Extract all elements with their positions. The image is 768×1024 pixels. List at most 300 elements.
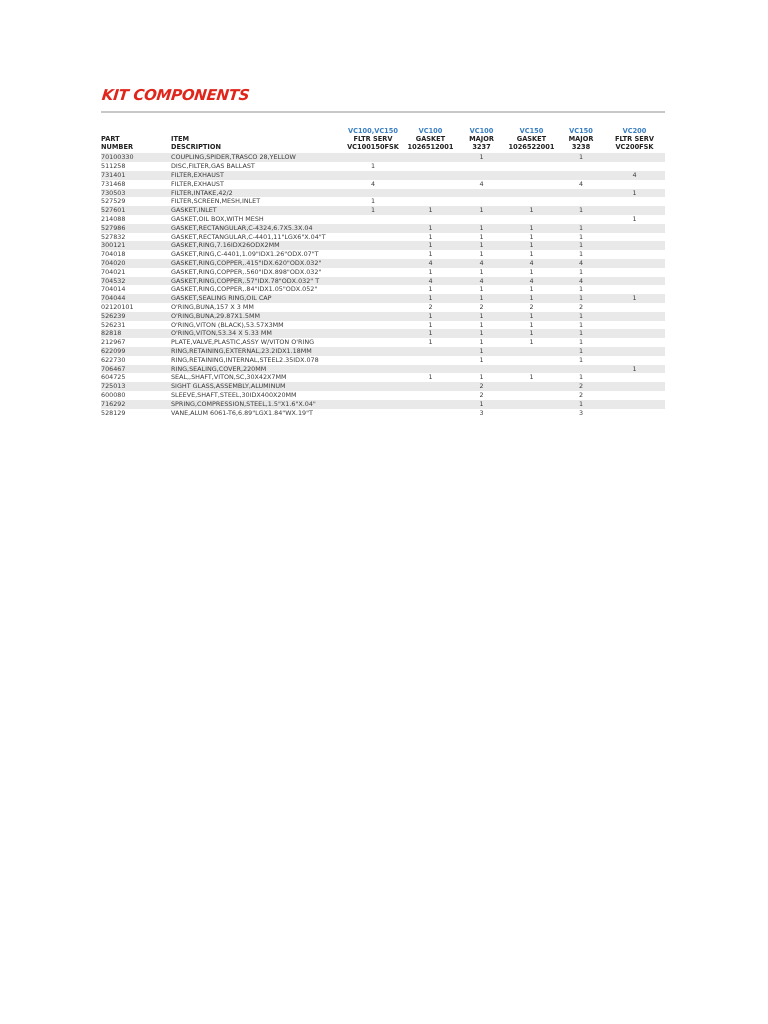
- table-row: [101, 294, 665, 303]
- quantity-cell: [558, 189, 604, 198]
- part-number-cell: 622099: [101, 347, 171, 356]
- table-row: [101, 215, 665, 224]
- header-kit-line2: 3238: [571, 142, 591, 151]
- quantity-cell: 2: [458, 391, 505, 400]
- header-kit-model: VC150: [519, 127, 544, 135]
- quantity-cell: 1: [558, 400, 604, 409]
- quantity-cell: [505, 400, 558, 409]
- part-number-cell: 725013: [101, 382, 171, 391]
- header-kit-line2: VC200FSK: [615, 142, 654, 151]
- quantity-cell: 1: [458, 153, 505, 162]
- table-row: [101, 321, 665, 330]
- quantity-cell: [505, 356, 558, 365]
- table-header: [101, 128, 665, 153]
- quantity-cell: [343, 382, 403, 391]
- table-row: [101, 338, 665, 347]
- quantity-cell: [403, 189, 458, 198]
- table-row: [101, 373, 665, 382]
- quantity-cell: [343, 321, 403, 330]
- quantity-cell: [343, 277, 403, 286]
- description-cell: O'RING,BUNA,29.87X1.5MM: [171, 312, 343, 321]
- quantity-cell: 1: [403, 373, 458, 382]
- quantity-cell: 1: [558, 206, 604, 215]
- description-cell: GASKET,RECTANGULAR,C-4324,6.7X5.3X.04: [171, 224, 343, 233]
- quantity-cell: 1: [458, 285, 505, 294]
- description-cell: RING,RETAINING,INTERNAL,STEEL2.35IDX.078: [171, 356, 343, 365]
- header-kit-line2: VC100150FSK: [347, 142, 399, 151]
- header-part-number: [101, 128, 171, 153]
- quantity-cell: [604, 303, 665, 312]
- part-number-cell: 527986: [101, 224, 171, 233]
- part-number-cell: 622730: [101, 356, 171, 365]
- part-number-cell: 70100330: [101, 153, 171, 162]
- quantity-cell: 1: [558, 153, 604, 162]
- table-row: [101, 312, 665, 321]
- quantity-cell: 1: [458, 241, 505, 250]
- quantity-cell: 1: [604, 294, 665, 303]
- description-cell: COUPLING,SPIDER,TRASCO 28,YELLOW: [171, 153, 343, 162]
- table-row: [101, 206, 665, 215]
- quantity-cell: [604, 347, 665, 356]
- quantity-cell: 2: [558, 391, 604, 400]
- quantity-cell: 1: [343, 162, 403, 171]
- header-kit-line2: 1026522001: [508, 142, 555, 151]
- part-number-cell: 600080: [101, 391, 171, 400]
- quantity-cell: [343, 338, 403, 347]
- description-cell: FILTER,INTAKE,42/2: [171, 189, 343, 198]
- quantity-cell: [403, 400, 458, 409]
- description-cell: O'RING,VITON (BLACK),53.57X3MM: [171, 321, 343, 330]
- description-cell: GASKET,RING,7.16IDX26ODX2MM: [171, 241, 343, 250]
- header-kit-4: [505, 128, 558, 153]
- quantity-cell: 1: [505, 224, 558, 233]
- quantity-cell: [343, 294, 403, 303]
- header-row: [101, 128, 665, 153]
- quantity-cell: [343, 153, 403, 162]
- header-item-description-label: ITEM DESCRIPTION: [171, 134, 222, 151]
- quantity-cell: [403, 171, 458, 180]
- quantity-cell: 4: [403, 259, 458, 268]
- quantity-cell: 1: [558, 233, 604, 242]
- description-cell: O'RING,VITON,53.34 X 5.33 MM: [171, 329, 343, 338]
- quantity-cell: 2: [403, 303, 458, 312]
- quantity-cell: 1: [558, 268, 604, 277]
- quantity-cell: 4: [458, 259, 505, 268]
- quantity-cell: 2: [505, 303, 558, 312]
- quantity-cell: 1: [458, 294, 505, 303]
- quantity-cell: 1: [403, 338, 458, 347]
- quantity-cell: [505, 215, 558, 224]
- quantity-cell: 1: [458, 373, 505, 382]
- quantity-cell: [343, 285, 403, 294]
- table-row: [101, 400, 665, 409]
- table-row: [101, 391, 665, 400]
- part-number-cell: 604725: [101, 373, 171, 382]
- table-row: [101, 259, 665, 268]
- quantity-cell: 1: [558, 241, 604, 250]
- quantity-cell: [343, 250, 403, 259]
- quantity-cell: [505, 153, 558, 162]
- quantity-cell: [403, 382, 458, 391]
- quantity-cell: 1: [604, 215, 665, 224]
- quantity-cell: [403, 197, 458, 206]
- quantity-cell: 1: [558, 321, 604, 330]
- table-row: [101, 329, 665, 338]
- quantity-cell: [604, 153, 665, 162]
- quantity-cell: [343, 171, 403, 180]
- table-row: [101, 268, 665, 277]
- quantity-cell: [604, 285, 665, 294]
- quantity-cell: [343, 373, 403, 382]
- description-cell: DISC,FILTER,GAS BALLAST: [171, 162, 343, 171]
- quantity-cell: [343, 215, 403, 224]
- quantity-cell: [604, 409, 665, 418]
- quantity-cell: [403, 356, 458, 365]
- part-number-cell: 731401: [101, 171, 171, 180]
- quantity-cell: [343, 189, 403, 198]
- quantity-cell: 1: [458, 400, 505, 409]
- header-kit-2: [403, 128, 458, 153]
- part-number-cell: 212967: [101, 338, 171, 347]
- quantity-cell: 1: [458, 329, 505, 338]
- quantity-cell: 1: [403, 321, 458, 330]
- quantity-cell: [604, 338, 665, 347]
- quantity-cell: [343, 259, 403, 268]
- description-cell: O'RING,BUNA,157 X 3 MM: [171, 303, 343, 312]
- quantity-cell: 1: [505, 321, 558, 330]
- quantity-cell: [343, 356, 403, 365]
- quantity-cell: 1: [558, 347, 604, 356]
- description-cell: RING,SEALING,COVER,220MM: [171, 365, 343, 374]
- table-row: [101, 197, 665, 206]
- quantity-cell: 1: [505, 241, 558, 250]
- part-number-cell: 82818: [101, 329, 171, 338]
- quantity-cell: [604, 197, 665, 206]
- part-number-cell: 02120101: [101, 303, 171, 312]
- table-body: [101, 153, 665, 417]
- quantity-cell: 1: [558, 356, 604, 365]
- quantity-cell: 1: [505, 233, 558, 242]
- part-number-cell: 704018: [101, 250, 171, 259]
- header-kit-line1: FLTR SERV: [353, 134, 393, 143]
- kit-components-table: [101, 128, 665, 417]
- header-kit-line1: GASKET: [415, 134, 446, 143]
- quantity-cell: [604, 250, 665, 259]
- header-kit-line2: 1026512001: [407, 142, 454, 151]
- quantity-cell: [604, 400, 665, 409]
- quantity-cell: 1: [558, 338, 604, 347]
- header-kit-line2: 3237: [472, 142, 491, 151]
- part-number-cell: 526239: [101, 312, 171, 321]
- quantity-cell: 1: [458, 356, 505, 365]
- quantity-cell: [343, 233, 403, 242]
- quantity-cell: 4: [505, 277, 558, 286]
- table-row: [101, 189, 665, 198]
- page-title: KIT COMPONENTS: [101, 86, 251, 104]
- quantity-cell: 1: [403, 329, 458, 338]
- quantity-cell: [343, 391, 403, 400]
- part-number-cell: 731468: [101, 180, 171, 189]
- description-cell: GASKET,INLET: [171, 206, 343, 215]
- table-row: [101, 224, 665, 233]
- quantity-cell: 4: [458, 180, 505, 189]
- part-number-cell: 704532: [101, 277, 171, 286]
- header-kit-model: VC200: [622, 127, 647, 135]
- quantity-cell: 1: [558, 373, 604, 382]
- quantity-cell: 1: [558, 329, 604, 338]
- description-cell: FILTER,SCREEN,MESH,INLET: [171, 197, 343, 206]
- quantity-cell: [343, 409, 403, 418]
- part-number-cell: 527601: [101, 206, 171, 215]
- table-row: [101, 233, 665, 242]
- quantity-cell: [604, 180, 665, 189]
- quantity-cell: [343, 268, 403, 277]
- quantity-cell: 1: [458, 347, 505, 356]
- header-kit-model: VC100,VC150: [348, 127, 398, 135]
- table-row: [101, 241, 665, 250]
- quantity-cell: 1: [458, 250, 505, 259]
- quantity-cell: 1: [458, 268, 505, 277]
- quantity-cell: 1: [505, 338, 558, 347]
- quantity-cell: 1: [403, 250, 458, 259]
- quantity-cell: 1: [505, 268, 558, 277]
- quantity-cell: 1: [343, 197, 403, 206]
- quantity-cell: [458, 162, 505, 171]
- quantity-cell: 4: [458, 277, 505, 286]
- header-kit-model: VC150: [569, 127, 593, 135]
- quantity-cell: [604, 329, 665, 338]
- header-kit-line1: GASKET: [516, 134, 547, 143]
- quantity-cell: [505, 162, 558, 171]
- part-number-cell: 730503: [101, 189, 171, 198]
- quantity-cell: [505, 171, 558, 180]
- quantity-cell: [604, 241, 665, 250]
- table-row: [101, 365, 665, 374]
- part-number-cell: 527529: [101, 197, 171, 206]
- header-part-number-label: PART NUMBER: [101, 134, 134, 151]
- header-kit-1: [343, 128, 403, 153]
- description-cell: PLATE,VALVE,PLASTIC,ASSY W/VITON O'RING: [171, 338, 343, 347]
- part-number-cell: 511258: [101, 162, 171, 171]
- quantity-cell: 3: [458, 409, 505, 418]
- quantity-cell: [343, 241, 403, 250]
- quantity-cell: 4: [403, 277, 458, 286]
- quantity-cell: [604, 268, 665, 277]
- part-number-cell: 716292: [101, 400, 171, 409]
- quantity-cell: 1: [403, 206, 458, 215]
- description-cell: GASKET,RECTANGULAR,C-4401,11"LGX6"X.04"T: [171, 233, 343, 242]
- description-cell: GASKET,RING,COPPER,.560"IDX.898"ODX.032": [171, 268, 343, 277]
- part-number-cell: 704021: [101, 268, 171, 277]
- quantity-cell: [505, 347, 558, 356]
- part-number-cell: 214088: [101, 215, 171, 224]
- table-row: [101, 250, 665, 259]
- quantity-cell: 1: [403, 241, 458, 250]
- description-cell: GASKET,RING,COPPER,.84"IDX1.05"ODX.052": [171, 285, 343, 294]
- quantity-cell: [558, 215, 604, 224]
- quantity-cell: [403, 347, 458, 356]
- table-row: [101, 303, 665, 312]
- quantity-cell: 1: [505, 373, 558, 382]
- quantity-cell: [505, 180, 558, 189]
- header-kit-3: [458, 128, 505, 153]
- quantity-cell: [558, 197, 604, 206]
- table-row: [101, 277, 665, 286]
- quantity-cell: 1: [458, 224, 505, 233]
- quantity-cell: 2: [458, 303, 505, 312]
- quantity-cell: 1: [458, 206, 505, 215]
- description-cell: GASKET,RING,COPPER,.57"IDX.78"ODX.032" T: [171, 277, 343, 286]
- part-number-cell: 527832: [101, 233, 171, 242]
- table-row: [101, 382, 665, 391]
- header-kit-model: VC100: [418, 127, 443, 135]
- title-divider: [101, 111, 665, 113]
- table-row: [101, 180, 665, 189]
- quantity-cell: 4: [604, 171, 665, 180]
- quantity-cell: [604, 259, 665, 268]
- quantity-cell: 1: [558, 250, 604, 259]
- quantity-cell: [505, 197, 558, 206]
- header-kit-5: [558, 128, 604, 153]
- quantity-cell: [458, 215, 505, 224]
- quantity-cell: [343, 365, 403, 374]
- quantity-cell: 1: [558, 285, 604, 294]
- header-kit-line1: FLTR SERV: [615, 134, 654, 143]
- quantity-cell: 1: [458, 233, 505, 242]
- quantity-cell: [458, 189, 505, 198]
- quantity-cell: [458, 197, 505, 206]
- quantity-cell: [458, 171, 505, 180]
- quantity-cell: 2: [558, 303, 604, 312]
- quantity-cell: [458, 365, 505, 374]
- quantity-cell: 4: [343, 180, 403, 189]
- part-number-cell: 704020: [101, 259, 171, 268]
- quantity-cell: 1: [505, 294, 558, 303]
- part-number-cell: 300121: [101, 241, 171, 250]
- part-number-cell: 704014: [101, 285, 171, 294]
- quantity-cell: 4: [558, 180, 604, 189]
- quantity-cell: [403, 365, 458, 374]
- quantity-cell: 1: [604, 365, 665, 374]
- table-row: [101, 347, 665, 356]
- quantity-cell: [403, 153, 458, 162]
- part-number-cell: 528129: [101, 409, 171, 418]
- part-number-cell: 704044: [101, 294, 171, 303]
- table-row: [101, 153, 665, 162]
- quantity-cell: [343, 400, 403, 409]
- quantity-cell: [558, 162, 604, 171]
- quantity-cell: [558, 365, 604, 374]
- quantity-cell: [604, 321, 665, 330]
- header-kit-model: VC100: [469, 127, 494, 135]
- quantity-cell: 1: [343, 206, 403, 215]
- quantity-cell: [604, 162, 665, 171]
- description-cell: GASKET,RING,C-4401,1.09"IDX1.26"ODX.07"T: [171, 250, 343, 259]
- quantity-cell: [558, 171, 604, 180]
- description-cell: RING,RETAINING,EXTERNAL,23.2IDX1.18MM: [171, 347, 343, 356]
- quantity-cell: [343, 224, 403, 233]
- quantity-cell: [604, 224, 665, 233]
- description-cell: FILTER,EXHAUST: [171, 171, 343, 180]
- description-cell: SEAL,,SHAFT,VITON,SC,30X42X7MM: [171, 373, 343, 382]
- quantity-cell: [403, 215, 458, 224]
- quantity-cell: 1: [558, 224, 604, 233]
- quantity-cell: [343, 312, 403, 321]
- quantity-cell: 1: [403, 224, 458, 233]
- description-cell: GASKET,SEALING RING,OIL CAP: [171, 294, 343, 303]
- quantity-cell: [505, 391, 558, 400]
- header-item-description: [171, 128, 343, 153]
- quantity-cell: [604, 312, 665, 321]
- quantity-cell: 1: [505, 312, 558, 321]
- quantity-cell: [604, 277, 665, 286]
- quantity-cell: [604, 373, 665, 382]
- table-row: [101, 171, 665, 180]
- quantity-cell: [505, 409, 558, 418]
- description-cell: VANE,ALUM 6061-T6,6.89"LGX1.84"WX.19"T: [171, 409, 343, 418]
- quantity-cell: 1: [505, 206, 558, 215]
- quantity-cell: [343, 329, 403, 338]
- quantity-cell: [403, 409, 458, 418]
- quantity-cell: 2: [458, 382, 505, 391]
- description-cell: SLEEVE,SHAFT,STEEL,30IDX400X20MM: [171, 391, 343, 400]
- description-cell: FILTER,EXHAUST: [171, 180, 343, 189]
- quantity-cell: 1: [505, 250, 558, 259]
- quantity-cell: [604, 382, 665, 391]
- quantity-cell: 3: [558, 409, 604, 418]
- quantity-cell: 1: [558, 294, 604, 303]
- quantity-cell: [604, 356, 665, 365]
- quantity-cell: 1: [403, 285, 458, 294]
- table-row: [101, 409, 665, 418]
- quantity-cell: 1: [403, 312, 458, 321]
- table-row: [101, 162, 665, 171]
- quantity-cell: 1: [458, 312, 505, 321]
- quantity-cell: 4: [505, 259, 558, 268]
- part-number-cell: 706467: [101, 365, 171, 374]
- quantity-cell: 2: [558, 382, 604, 391]
- description-cell: SPRING,COMPRESSION,STEEL,1.5"X1.6"X.04": [171, 400, 343, 409]
- quantity-cell: [403, 162, 458, 171]
- quantity-cell: 4: [558, 277, 604, 286]
- description-cell: SIGHT GLASS,ASSEMBLY,ALUMINUM: [171, 382, 343, 391]
- quantity-cell: 1: [403, 233, 458, 242]
- header-kit-line1: MAJOR: [469, 134, 494, 143]
- quantity-cell: [604, 391, 665, 400]
- quantity-cell: [505, 189, 558, 198]
- quantity-cell: 1: [403, 268, 458, 277]
- table-row: [101, 285, 665, 294]
- quantity-cell: 4: [558, 259, 604, 268]
- quantity-cell: [505, 365, 558, 374]
- quantity-cell: 1: [505, 285, 558, 294]
- header-kit-6: [604, 128, 665, 153]
- quantity-cell: 1: [458, 338, 505, 347]
- description-cell: GASKET,RING,COPPER,.415"IDX.620"ODX.032": [171, 259, 343, 268]
- quantity-cell: 1: [604, 189, 665, 198]
- header-kit-line1: MAJOR: [568, 134, 594, 143]
- quantity-cell: [505, 382, 558, 391]
- quantity-cell: [604, 206, 665, 215]
- quantity-cell: [604, 233, 665, 242]
- quantity-cell: 1: [403, 294, 458, 303]
- part-number-cell: 526231: [101, 321, 171, 330]
- quantity-cell: [343, 303, 403, 312]
- quantity-cell: [403, 391, 458, 400]
- quantity-cell: 1: [458, 321, 505, 330]
- quantity-cell: [343, 347, 403, 356]
- table-row: [101, 356, 665, 365]
